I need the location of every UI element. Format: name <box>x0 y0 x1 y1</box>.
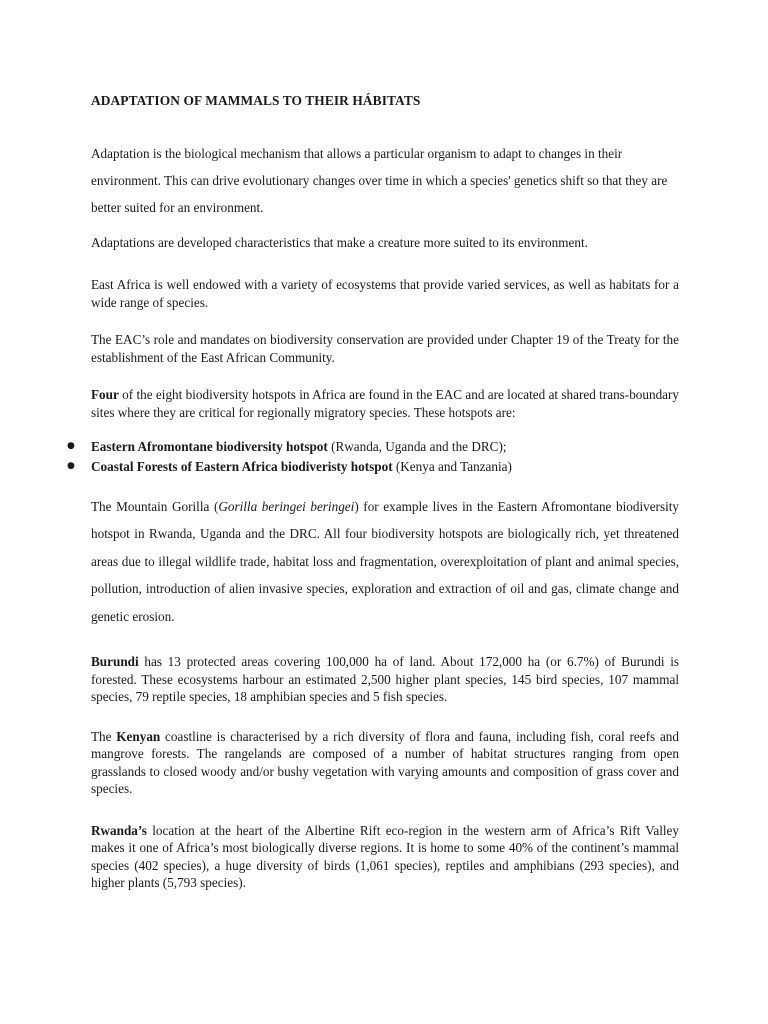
paragraph-burundi <box>91 653 679 706</box>
list-item <box>67 457 679 477</box>
kenya-text: coastline is characterised by a rich diversity of flora and fauna, including fish, coral reefs and mangrove forests. The rangelands are composed of a number of habitat structures ranging from open grasslands to closed woody and/or bushy vegetation with varying amounts and composition of grass cover and species. <box>91 728 679 797</box>
paragraph-kenya <box>91 728 679 798</box>
paragraph-mountain-gorilla <box>91 493 679 630</box>
kenya-text-start: The <box>91 728 117 744</box>
burundi-text: has 13 protected areas covering 100,000 ha of land. About 172,000 ha (or 6.7%) of Burundi is forested. These ecosystems harbour an estimated 2,500 higher plant species, 145 bird species, 107 mammal species, 79 reptile species, 18 amphibian species and 5 fish species. <box>91 654 679 705</box>
hotspot-name: Eastern Afromontane biodiversity hotspot <box>91 439 328 454</box>
paragraph-adaptation-characteristics: Adaptations are developed characteristics that make a creature more suited to its environment. <box>91 235 588 250</box>
paragraph-east-africa: East Africa is well endowed with a variety of ecosystems that provide varied services, as well as habitats for a wide range of species. <box>91 277 679 310</box>
country-name-kenya: Kenyan <box>116 728 161 744</box>
paragraph-hotspots-intro <box>91 386 679 421</box>
country-name-burundi: Burundi <box>91 654 139 670</box>
hotspot-countries: (Rwanda, Uganda and the DRC); <box>327 439 507 454</box>
bullet-icon: ● <box>67 441 75 451</box>
hotspot-countries: (Kenya and Tanzania) <box>392 458 512 474</box>
country-name-rwanda: Rwanda’s <box>91 822 147 838</box>
paragraph-rwanda <box>91 822 679 892</box>
hotspots-count: Four <box>91 387 119 402</box>
gorilla-text-start: The Mountain Gorilla ( <box>91 499 219 514</box>
gorilla-species-name: Gorilla beringei beringei <box>218 499 355 514</box>
hotspot-name: Coastal Forests of Eastern Africa biodiveristy hotspot <box>91 458 393 474</box>
document-title: ADAPTATION OF MAMMALS TO THEIR HÁBITATS <box>91 93 421 108</box>
paragraph-eac-role: The EAC’s role and mandates on biodiversity conservation are provided under Chapter 19 of the Treaty for the establishment of the East African Community. <box>91 332 679 365</box>
list-item <box>67 437 679 457</box>
hotspot-list <box>67 437 679 476</box>
document-page <box>67 92 680 892</box>
bullet-icon: ● <box>67 460 75 471</box>
rwanda-text: location at the heart of the Albertine Rift eco-region in the western arm of Africa’s Rift Valley makes it one of Africa’s most biologically diverse regions. It is home to some 40% of the continent’s mammal species (402 species), a huge diversity of birds (1,061 species), reptiles and amphibians (293 species), and higher plants (5,793 species). <box>91 822 679 891</box>
paragraph-adaptation-definition: Adaptation is the biological mechanism that allows a particular organism to adapt to changes in their environment. This can drive evolutionary changes over time in which a species' genetics shift so that they are better suited for an environment. <box>91 146 668 215</box>
hotspots-intro-text: of the eight biodiversity hotspots in Africa are found in the EAC and are located at shared trans-boundary sites where they are critical for regionally migratory species. These hotspots are: <box>91 387 679 420</box>
gorilla-text-end: ) for example lives in the Eastern Afromontane biodiversity hotspot in Rwanda, Uganda and the DRC. All four biodiversity hotspots are biologically rich, yet threatened areas due to illegal wildlife trade, habitat loss and fragmentation, overexploitation of plant and animal species, pollution, introduction of alien invasive species, exploration and extraction of oil and gas, climate change and genetic erosion. <box>91 499 680 624</box>
